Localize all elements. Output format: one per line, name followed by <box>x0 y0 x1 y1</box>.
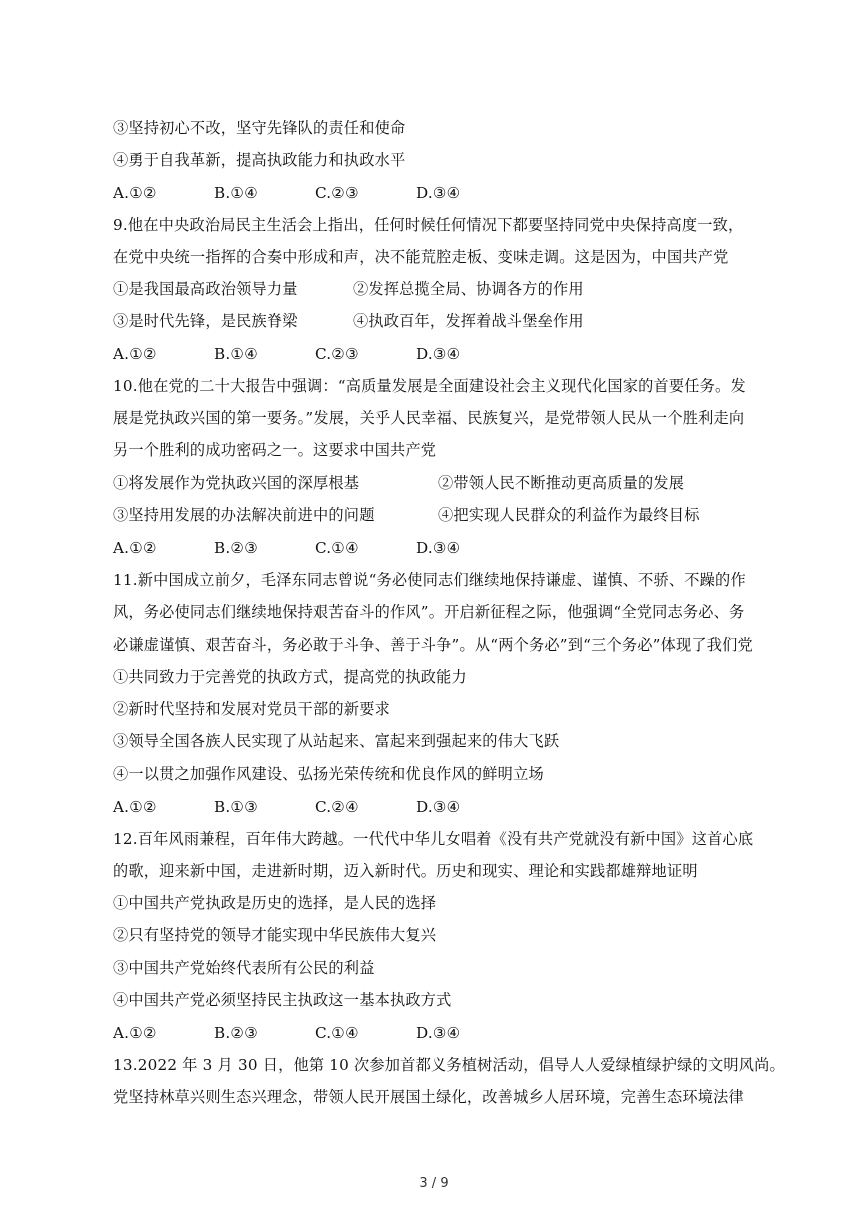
answer-a: A.①② <box>113 184 157 202</box>
q9-answers <box>113 344 517 364</box>
q11-stem-line-1: 11.新中国成立前夕，毛泽东同志曾说“务必使同志们继续地保持谦虚、谨慎、不骄、不躁的作 <box>113 571 746 589</box>
q12-answers <box>113 1023 517 1043</box>
answer-c: C.②③ <box>315 345 359 363</box>
q11-stem-line-3: 必谦虚谨慎、艰苦奋斗，务必敢于斗争、善于斗争”。从“两个务必”到“三个务必”体现了我们党 <box>113 636 753 654</box>
q9-stem-line-2: 在党中央统一指挥的合奏中形成和声，决不能荒腔走板、变味走调。这是因为，中国共产党 <box>113 248 729 266</box>
q12-option-4: ④中国共产党必须坚持民主执政这一基本执政方式 <box>113 991 452 1009</box>
q12-stem-line-2: 的歌，迎来新中国，走进新时期，迈入新时代。历史和现实、理论和实践都雄辩地证明 <box>113 862 698 880</box>
q10-stem-line-3: 另一个胜利的成功密码之一。这要求中国共产党 <box>113 441 437 459</box>
answer-b: B.②③ <box>214 539 259 557</box>
answer-c: C.①④ <box>315 539 359 557</box>
q12-option-1: ①中国共产党执政是历史的选择，是人民的选择 <box>113 894 437 912</box>
q11-option-3: ③领导全国各族人民实现了从站起来、富起来到强起来的伟大飞跃 <box>113 732 560 750</box>
answer-c: C.②④ <box>315 798 359 816</box>
answer-b: B.②③ <box>214 1024 259 1042</box>
answer-d: D.③④ <box>416 184 461 202</box>
q10-stem-line-1: 10.他在党的二十大报告中强调：“高质量发展是全面建设社会主义现代化国家的首要任务。发 <box>113 377 746 395</box>
answer-d: D.③④ <box>416 1024 461 1042</box>
q10-option-2: ②带领人民不断推动更高质量的发展 <box>438 474 685 492</box>
answer-d: D.③④ <box>416 345 461 363</box>
answer-b: B.①④ <box>214 184 259 202</box>
answer-c: C.①④ <box>315 1024 359 1042</box>
q11-option-1: ①共同致力于完善党的执政方式，提高党的执政能力 <box>113 668 467 686</box>
answer-d: D.③④ <box>416 798 461 816</box>
q8-option-3: ③坚持初心不改，坚守先锋队的责任和使命 <box>113 119 406 137</box>
q8-answers <box>113 183 517 203</box>
q9-stem-line-1: 9.他在中央政治局民主生活会上指出，任何时候任何情况下都要坚持同党中央保持高度一致， <box>113 216 744 234</box>
q8-option-4: ④勇于自我革新，提高执政能力和执政水平 <box>113 151 406 169</box>
q9-options-row-1 <box>113 279 584 299</box>
q11-stem-line-2: 风，务必使同志们继续地保持艰苦奋斗的作风”。开启新征程之际，他强调“全党同志务必、务 <box>113 603 745 621</box>
q9-option-3: ③是时代先锋，是民族脊梁 <box>113 312 298 330</box>
answer-c: C.②③ <box>315 184 359 202</box>
page-number: 3 / 9 <box>419 1176 449 1191</box>
q11-option-4: ④一以贯之加强作风建设、弘扬光荣传统和优良作风的鲜明立场 <box>113 765 544 783</box>
q11-option-2: ②新时代坚持和发展对党员干部的新要求 <box>113 700 390 718</box>
answer-b: B.①④ <box>214 345 259 363</box>
q12-option-3: ③中国共产党始终代表所有公民的利益 <box>113 959 375 977</box>
q10-option-4: ④把实现人民群众的利益作为最终目标 <box>438 506 700 524</box>
q9-option-2: ②发挥总揽全局、协调各方的作用 <box>353 280 584 298</box>
q10-option-3: ③坚持用发展的办法解决前进中的问题 <box>113 506 375 524</box>
answer-a: A.①② <box>113 345 157 363</box>
answer-a: A.①② <box>113 1024 157 1042</box>
q10-answers <box>113 538 517 558</box>
q10-options-row-1 <box>113 473 684 493</box>
answer-b: B.①③ <box>214 798 259 816</box>
q10-stem-line-2: 展是党执政兴国的第一要务。”发展，关乎人民幸福、民族复兴，是党带领人民从一个胜利走向 <box>113 409 745 427</box>
q10-options-row-2 <box>113 505 700 525</box>
q10-option-1: ①将发展作为党执政兴国的深厚根基 <box>113 474 360 492</box>
q12-stem-line-1: 12.百年风雨兼程，百年伟大跨越。一代代中华儿女唱着《没有共产党就没有新中国》这首心底 <box>113 830 754 848</box>
q9-options-row-2 <box>113 311 584 331</box>
answer-d: D.③④ <box>416 539 461 557</box>
answer-a: A.①② <box>113 539 157 557</box>
q11-answers <box>113 797 517 817</box>
q9-option-1: ①是我国最高政治领导力量 <box>113 280 298 298</box>
answer-a: A.①② <box>113 798 157 816</box>
q13-stem-line-2: 党坚持林草兴则生态兴理念，带领人民开展国土绿化，改善城乡人居环境，完善生态环境法律 <box>113 1088 744 1106</box>
q12-option-2: ②只有坚持党的领导才能实现中华民族伟大复兴 <box>113 926 437 944</box>
q9-option-4: ④执政百年，发挥着战斗堡垒作用 <box>353 312 584 330</box>
q13-stem-line-1: 13.2022 年 3 月 30 日，他第 10 次参加首都义务植树活动，倡导人人爱绿植绿护绿的文明风尚。 <box>113 1056 785 1074</box>
